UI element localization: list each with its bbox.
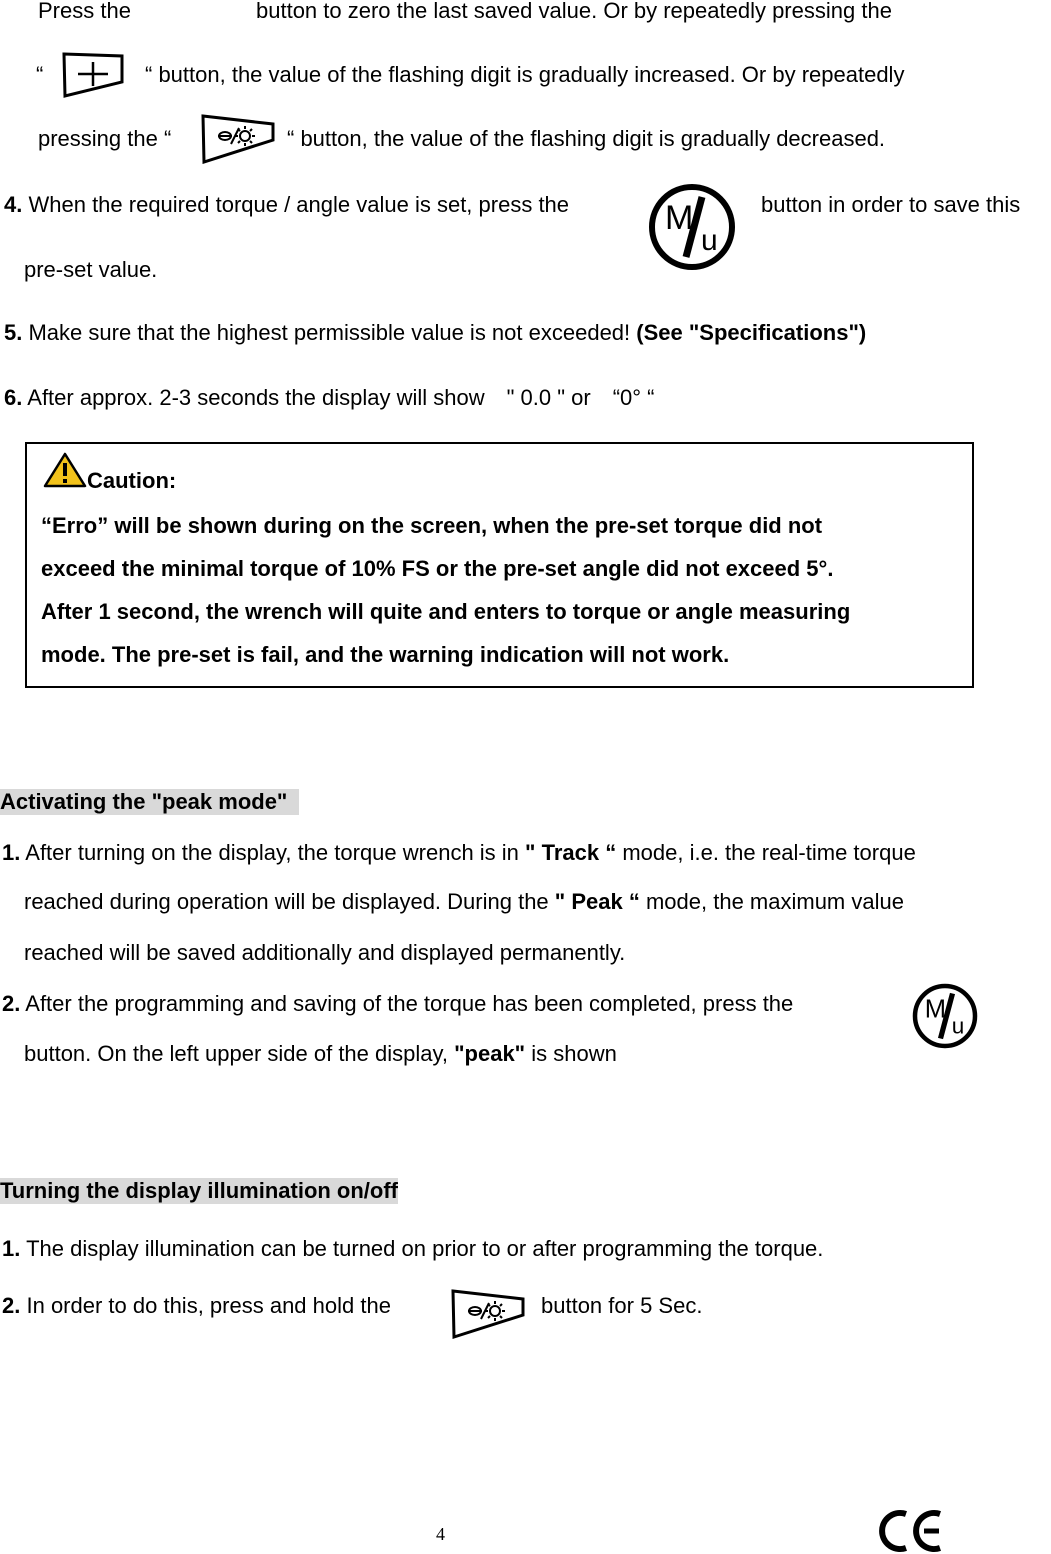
step-4-text-a: When the required torque / angle value is set, press the	[28, 192, 570, 217]
illum-step-1-text: The display illumination can be turned on prior to or after programming the torque.	[26, 1236, 824, 1261]
caution-line-3: After 1 second, the wrench will quite and enters to torque or angle measuring	[41, 599, 851, 624]
peak-step-1-number: 1.	[2, 840, 21, 865]
page-number: 4	[436, 1524, 445, 1544]
peak-step-2-line-2	[24, 1041, 617, 1067]
caution-line-2: exceed the minimal torque of 10% FS or the pre-set angle did not exceed 5°.	[41, 556, 834, 581]
peak-mode-heading: Activating the "peak mode"	[0, 789, 299, 815]
step-5-specifications-ref: (See "Specifications")	[636, 320, 867, 345]
mu-icon-2-m: M	[924, 995, 946, 1024]
peak-step-2-peak: "peak"	[454, 1041, 526, 1066]
mu-icon-u: u	[701, 224, 718, 257]
step-4-text-c: pre-set value.	[24, 257, 158, 282]
step-4	[4, 192, 569, 218]
illum-step-1	[2, 1236, 823, 1262]
peak-step-2-l2-a: button. On the left upper side of the display,	[24, 1041, 448, 1066]
peak-step-1-l2-b: mode, the maximum value	[645, 889, 904, 914]
ce-mark-icon	[876, 1508, 944, 1554]
illum-step-1-number: 1.	[2, 1236, 21, 1261]
peak-step-1-l2-a: reached during operation will be displayed. During the	[24, 889, 549, 914]
step-4-text-b: button in order to save this	[761, 192, 1021, 217]
mu-button-icon	[648, 183, 736, 271]
mu-icon-m: M	[665, 199, 694, 237]
step-6-text: After approx. 2-3 seconds the display will show " 0.0 " or “0° “	[27, 385, 655, 410]
peak-step-1-text-a: After turning on the display, the torque wrench is in	[25, 840, 519, 865]
minus-light-button-icon	[201, 114, 275, 164]
peak-step-2	[2, 991, 793, 1017]
caution-line-1: “Erro” will be shown during on the screen, when the pre-set torque did not	[41, 513, 823, 538]
intro-text-1b: button to zero the last saved value. Or by repeatedly pressing the	[256, 0, 892, 23]
peak-step-1-line-2	[24, 889, 904, 915]
peak-step-2-number: 2.	[2, 991, 21, 1016]
intro-text-2a: “	[36, 62, 44, 87]
illum-step-2-text-a: In order to do this, press and hold the	[26, 1293, 391, 1318]
illum-step-2-text-b: button for 5 Sec.	[541, 1293, 703, 1318]
peak-step-1-track: " Track “	[525, 840, 617, 865]
peak-step-2-l2-b: is shown	[531, 1041, 617, 1066]
peak-step-1	[2, 840, 916, 866]
peak-step-2-text-a: After the programming and saving of the torque has been completed, press the	[25, 991, 794, 1016]
minus-light-button-icon-2	[451, 1286, 525, 1342]
caution-box	[25, 442, 974, 688]
step-6	[4, 385, 655, 411]
peak-step-1-peak: " Peak “	[554, 889, 640, 914]
intro-text-3a: pressing the “	[38, 126, 172, 151]
illum-step-2-number: 2.	[2, 1293, 21, 1318]
caution-line-4: mode. The pre-set is fail, and the warning indication will not work.	[41, 642, 730, 667]
step-6-number: 6.	[4, 385, 23, 410]
plus-button-icon	[62, 52, 124, 98]
mu-button-icon-2	[911, 983, 979, 1049]
illum-step-2	[2, 1293, 391, 1319]
caution-title: Caution:	[87, 468, 177, 493]
step-4-number: 4.	[4, 192, 23, 217]
peak-step-1-line-3: reached will be saved additionally and displayed permanently.	[24, 940, 626, 965]
mu-icon-2-u: u	[951, 1013, 965, 1039]
illumination-heading: Turning the display illumination on/off	[0, 1178, 399, 1203]
step-5	[4, 320, 866, 346]
intro-text-2b: “ button, the value of the flashing digit is gradually increased. Or by repeatedly	[145, 62, 905, 87]
step-5-number: 5.	[4, 320, 23, 345]
peak-step-1-text-b: mode, i.e. the real-time torque	[622, 840, 916, 865]
step-5-text: Make sure that the highest permissible value is not exceeded!	[28, 320, 631, 345]
warning-icon	[43, 452, 87, 488]
intro-text-1a: Press the	[38, 0, 131, 23]
intro-text-3b: “ button, the value of the flashing digit is gradually decreased.	[287, 126, 886, 151]
